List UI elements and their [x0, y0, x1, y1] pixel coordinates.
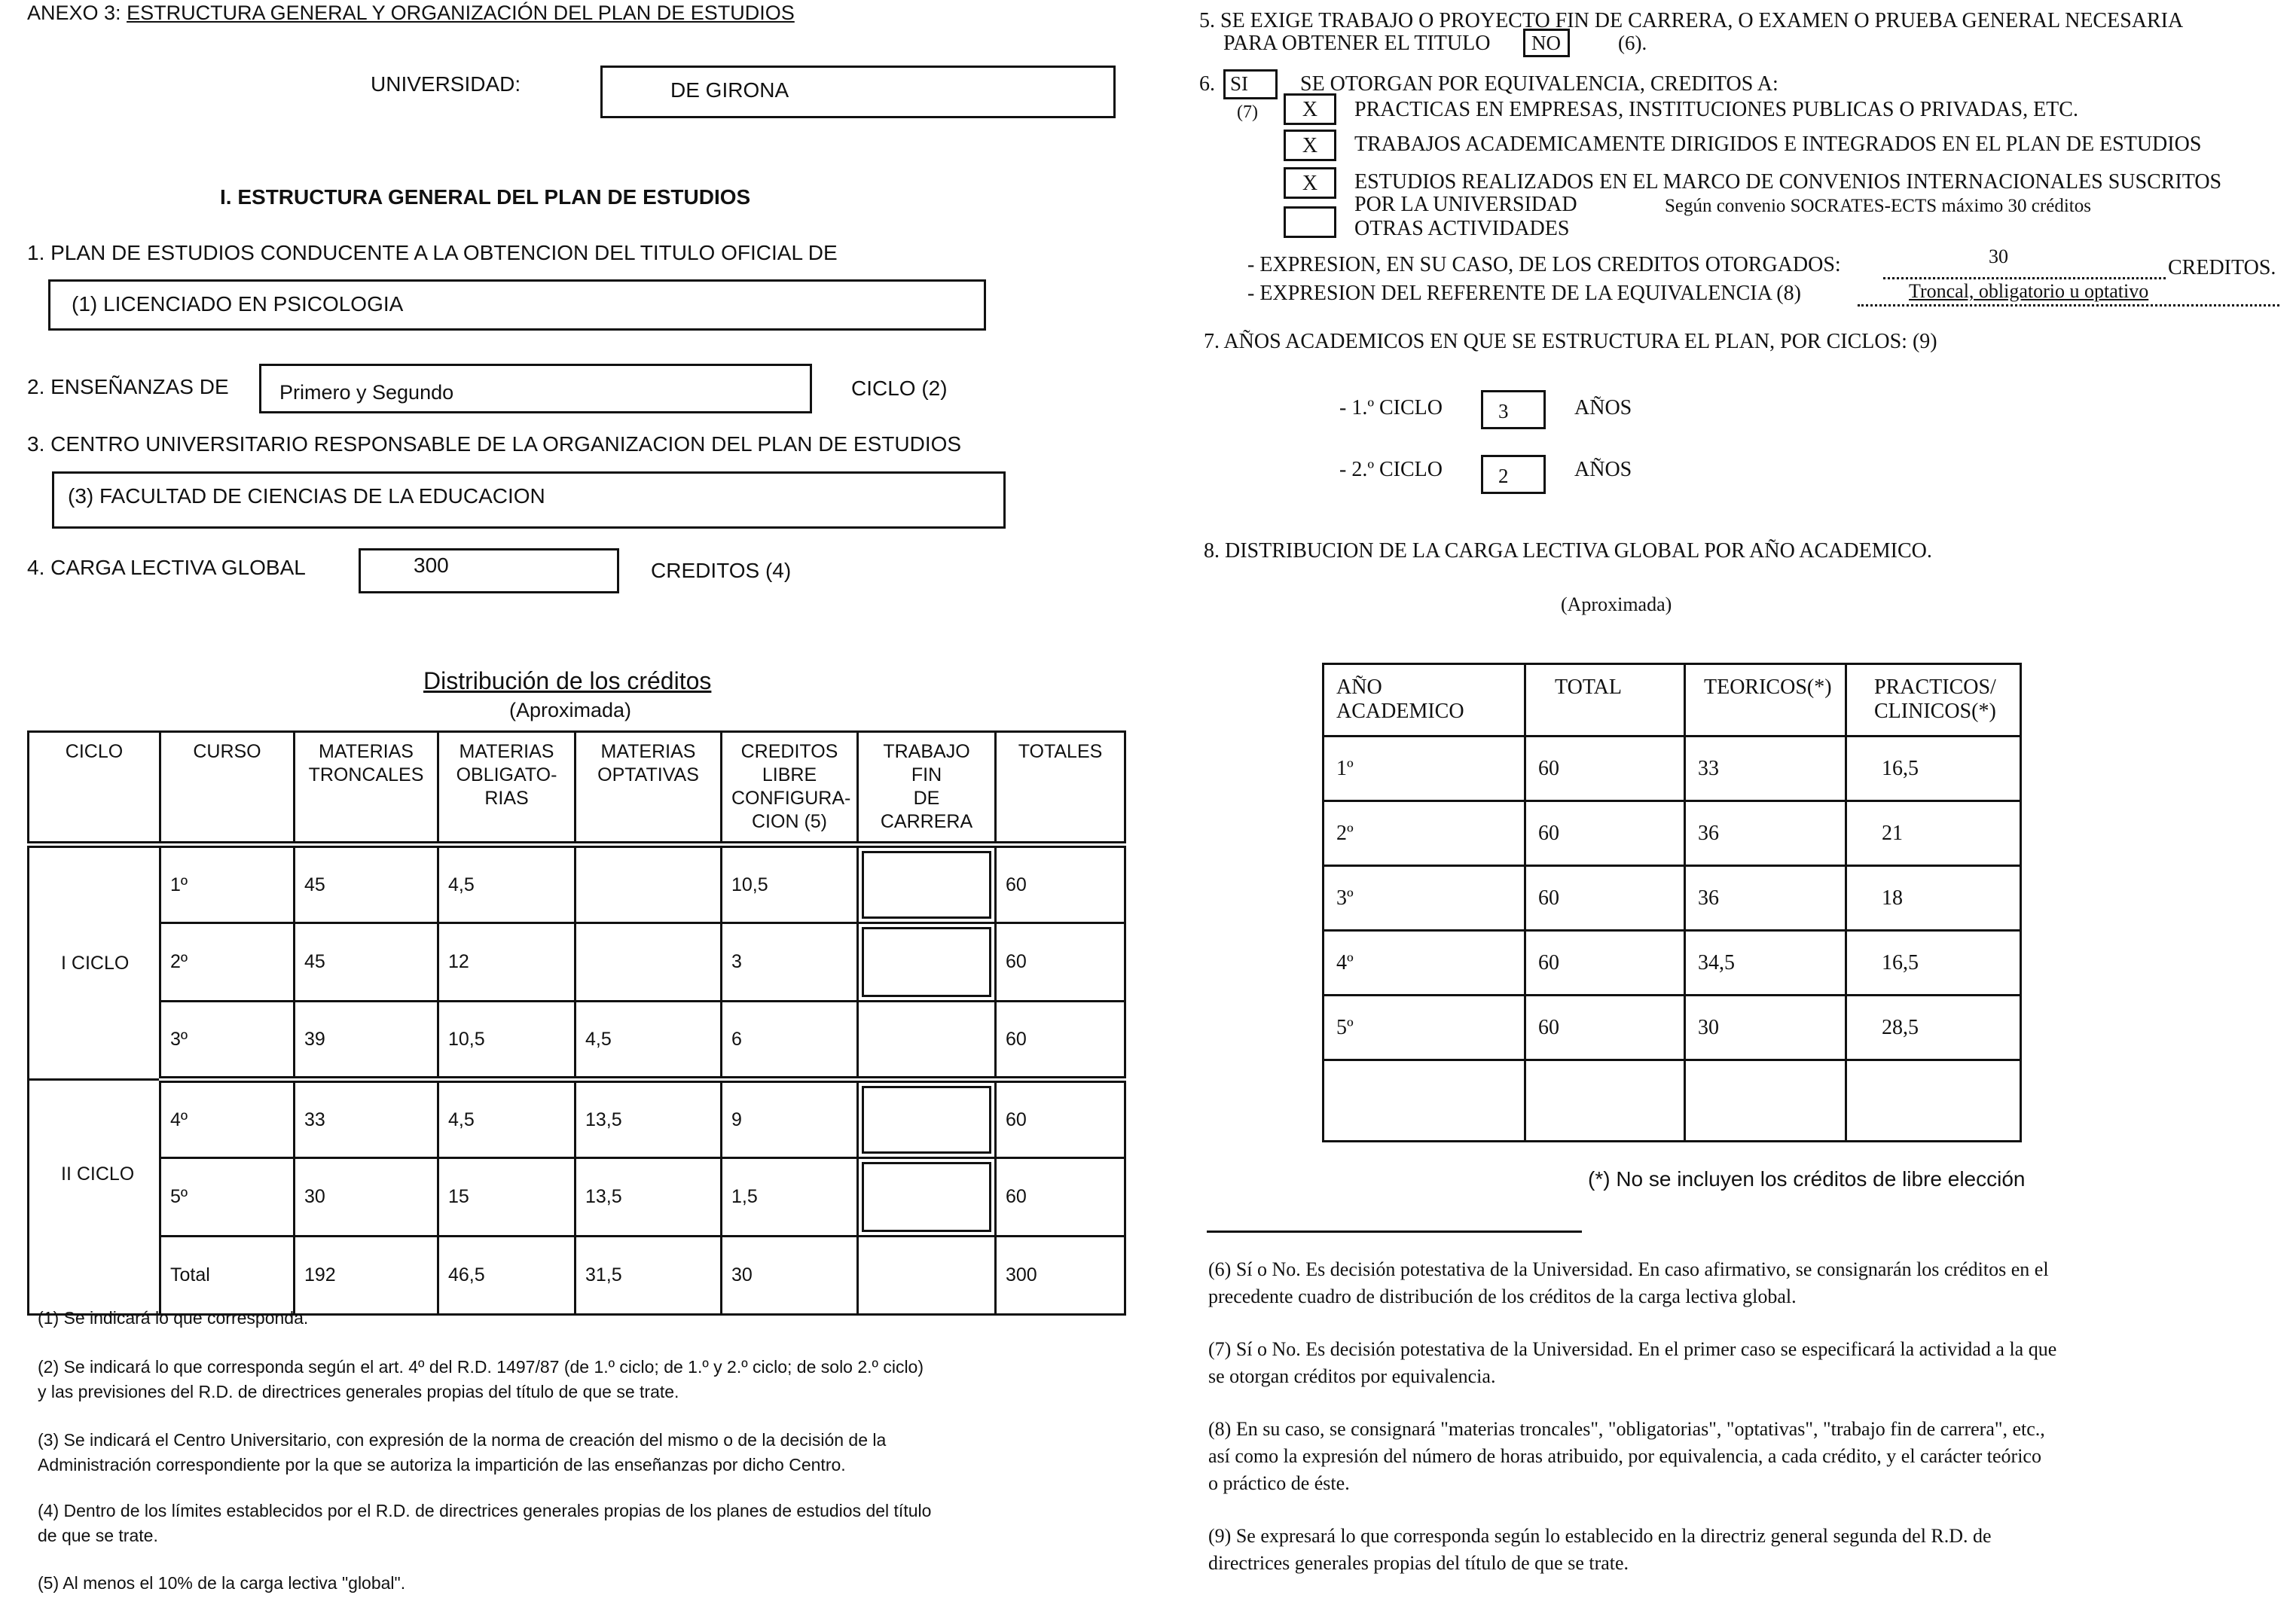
checkbox-practicas[interactable]: X	[1284, 93, 1336, 125]
item7-label: 7. AÑOS ACADEMICOS EN QUE SE ESTRUCTURA EL PLAN, POR CICLOS: (9)	[1204, 330, 1937, 353]
cell-practicos	[1846, 1060, 2021, 1142]
cell-practicos: 18	[1846, 866, 2021, 931]
cell-teoricos: 36	[1685, 801, 1846, 866]
trabajo-inner-box	[862, 851, 991, 919]
section-title: I. ESTRUCTURA GENERAL DEL PLAN DE ESTUDIOS	[220, 185, 751, 209]
expr-referente-label: - EXPRESION DEL REFERENTE DE LA EQUIVALENCIA (8)	[1247, 282, 1801, 305]
anexo-label: ANEXO 3:	[27, 2, 121, 24]
table-row	[1324, 996, 2021, 1060]
cycle-label: I CICLO	[29, 845, 160, 1080]
col-header: CICLO	[29, 732, 160, 845]
cell-troncales: 33	[295, 1080, 438, 1158]
col-header: TOTALES	[996, 732, 1125, 845]
ciclo1-label: - 1.º CICLO	[1339, 396, 1443, 419]
item3-label: 3. CENTRO UNIVERSITARIO RESPONSABLE DE LA ORGANIZACION DEL PLAN DE ESTUDIOS	[27, 432, 962, 456]
table-row-total	[29, 1237, 1125, 1315]
col-header: PRACTICOS/ CLINICOS(*)	[1846, 664, 2021, 736]
cell-optativas: 4,5	[576, 1002, 722, 1080]
cell-curso: 5º	[160, 1158, 295, 1237]
col-header: CURSO	[160, 732, 295, 845]
cell-practicos: 21	[1846, 801, 2021, 866]
item8-subtitle: (Aproximada)	[1561, 593, 1672, 615]
cell-totales: 60	[996, 1158, 1125, 1237]
cell-trabajo	[858, 923, 996, 1002]
cell-optativas: 13,5	[576, 1158, 722, 1237]
item5-line1: 5. SE EXIGE TRABAJO O PROYECTO FIN DE CARRERA, O EXAMEN O PRUEBA GENERAL NECESARIA	[1199, 9, 2184, 32]
footnote-left: (3) Se indicará el Centro Universitario, con expresión de la norma de creación del mismo o de la decisión de la Administración correspondiente por la que se autoriza la impartición de las enseñanzas por dicho Centro.	[38, 1430, 887, 1474]
dist-subtitle: (Aproximada)	[509, 699, 632, 721]
cell-totales: 60	[996, 845, 1125, 923]
cell-obligatorias: 15	[438, 1158, 576, 1237]
cell-libre: 6	[722, 1002, 858, 1080]
option-estudios-line2: POR LA UNIVERSIDAD	[1354, 193, 1577, 216]
cell-curso: 1º	[160, 845, 295, 923]
trabajo-inner-box	[862, 1162, 991, 1232]
cell-ano: 3º	[1324, 866, 1525, 931]
cell-libre: 9	[722, 1080, 858, 1158]
footnote-divider	[1207, 1231, 1582, 1233]
table-row	[29, 1158, 1125, 1237]
footnote-right: (7) Sí o No. Es decisión potestativa de la Universidad. En el primer caso se especificará la actividad a la que se otorgan créditos por equivalencia.	[1208, 1338, 2057, 1387]
cell-curso: 3º	[160, 1002, 295, 1080]
cell-optativas: 13,5	[576, 1080, 722, 1158]
universidad-box	[600, 66, 1116, 118]
item1-box	[48, 279, 986, 331]
checkbox-estudios[interactable]: X	[1284, 167, 1336, 199]
checkbox-otras[interactable]	[1284, 206, 1336, 238]
cell-libre: 10,5	[722, 845, 858, 923]
anexo-header	[27, 2, 795, 25]
table-row	[1324, 736, 2021, 801]
item8-label: 8. DISTRIBUCION DE LA CARGA LECTIVA GLOBAL POR AÑO ACADEMICO.	[1204, 539, 1932, 563]
table-row	[1324, 801, 2021, 866]
cell-practicos: 16,5	[1846, 931, 2021, 996]
item5-note: (6).	[1618, 32, 1647, 54]
cell-totales: 60	[996, 1080, 1125, 1158]
cell-troncales: 45	[295, 845, 438, 923]
cell-ano: 2º	[1324, 801, 1525, 866]
cell-totales: 60	[996, 923, 1125, 1002]
item2-value: Primero y Segundo	[279, 381, 454, 404]
table-row	[1324, 1060, 2021, 1142]
col-header: TRABAJO FIN DE CARRERA	[858, 732, 996, 845]
table-row	[29, 845, 1125, 923]
cell-ano	[1324, 1060, 1525, 1142]
item6-box	[1223, 69, 1278, 99]
ciclo1-unit: AÑOS	[1574, 396, 1632, 419]
cell-optativas: 31,5	[576, 1237, 722, 1315]
cell-curso: 2º	[160, 923, 295, 1002]
cell-troncales: 39	[295, 1002, 438, 1080]
footnote-left: (1) Se indicará lo que corresponda.	[38, 1308, 309, 1328]
cell-teoricos: 34,5	[1685, 931, 1846, 996]
table-row	[29, 1080, 1125, 1158]
item4-value: 300	[414, 554, 449, 577]
item6-label: SE OTORGAN POR EQUIVALENCIA, CREDITOS A:	[1300, 72, 1778, 96]
cell-trabajo	[858, 1237, 996, 1315]
cell-teoricos: 36	[1685, 866, 1846, 931]
cell-total: 60	[1525, 801, 1685, 866]
cell-obligatorias: 4,5	[438, 845, 576, 923]
ciclo2-box	[1481, 455, 1546, 494]
cell-troncales: 30	[295, 1158, 438, 1237]
item6-number: 6.	[1199, 72, 1215, 96]
expr-creditos-suffix: CREDITOS.	[2168, 256, 2276, 279]
cell-troncales: 192	[295, 1237, 438, 1315]
cell-total: 60	[1525, 736, 1685, 801]
ciclo1-value: 3	[1498, 400, 1509, 422]
annual-header-row	[1324, 664, 2021, 736]
universidad-value: DE GIRONA	[670, 78, 789, 102]
col-header: MATERIAS OPTATIVAS	[576, 732, 722, 845]
expr-referente-value: Troncal, obligatorio u optativo	[1909, 280, 2149, 302]
cell-ano: 1º	[1324, 736, 1525, 801]
cell-optativas	[576, 923, 722, 1002]
cell-libre: 30	[722, 1237, 858, 1315]
item4-box	[359, 548, 619, 593]
col-header: TOTAL	[1525, 664, 1685, 736]
footnote-left: (2) Se indicará lo que corresponda según el art. 4º del R.D. 1497/87 (de 1.º ciclo; de 1.º y 2.º ciclo; de solo 2.º ciclo) y las previsiones del R.D. de directrices generales propias del título de que se trate.	[38, 1357, 924, 1401]
item6-value: SI	[1230, 72, 1249, 95]
cell-ano: 4º	[1324, 931, 1525, 996]
item4-suffix: CREDITOS (4)	[651, 559, 792, 582]
cell-obligatorias: 4,5	[438, 1080, 576, 1158]
cell-troncales: 45	[295, 923, 438, 1002]
trabajo-inner-box	[862, 927, 991, 997]
footnote-left: (5) Al menos el 10% de la carga lectiva "global".	[38, 1573, 406, 1593]
item4-label: 4. CARGA LECTIVA GLOBAL	[27, 556, 306, 579]
cell-trabajo	[858, 1080, 996, 1158]
table-row	[1324, 866, 2021, 931]
cell-curso: 4º	[160, 1080, 295, 1158]
cell-total: 60	[1525, 996, 1685, 1060]
footnote-left: (4) Dentro de los límites establecidos por el R.D. de directrices generales propias de los planes de estudios del título de que se trate.	[38, 1501, 932, 1545]
annual-load-table	[1322, 663, 2022, 1142]
cell-total	[1525, 1060, 1685, 1142]
cell-libre: 1,5	[722, 1158, 858, 1237]
cell-obligatorias: 46,5	[438, 1237, 576, 1315]
expr-creditos-value: 30	[1989, 245, 2008, 267]
cell-optativas	[576, 845, 722, 923]
universidad-label: UNIVERSIDAD:	[371, 72, 521, 96]
credits-table	[27, 730, 1126, 1316]
item2-box	[259, 364, 812, 413]
col-header: AÑO ACADEMICO	[1324, 664, 1525, 736]
ciclo2-unit: AÑOS	[1574, 458, 1632, 481]
item5-value: NO	[1531, 32, 1561, 54]
cell-total: 60	[1525, 931, 1685, 996]
cell-trabajo	[858, 845, 996, 923]
table-row	[29, 1002, 1125, 1080]
item3-box	[52, 471, 1006, 529]
dist-title: Distribución de los créditos	[423, 667, 712, 694]
cell-trabajo	[858, 1158, 996, 1237]
cell-teoricos: 33	[1685, 736, 1846, 801]
item1-label: 1. PLAN DE ESTUDIOS CONDUCENTE A LA OBTENCION DEL TITULO OFICIAL DE	[27, 241, 838, 264]
table-row	[29, 923, 1125, 1002]
ciclo2-value: 2	[1498, 465, 1509, 487]
footnote-right: (6) Sí o No. Es decisión potestativa de la Universidad. En caso afirmativo, se consignarán los créditos en el precedente cuadro de distribución de los créditos de la carga lectiva global.	[1208, 1258, 2049, 1307]
cell-teoricos	[1685, 1060, 1846, 1142]
expr-referente-dots	[1858, 304, 2279, 306]
col-header: CREDITOS LIBRE CONFIGURA- CION (5)	[722, 732, 858, 845]
cell-obligatorias: 12	[438, 923, 576, 1002]
cycle-label: II CICLO	[29, 1080, 160, 1315]
cell-practicos: 28,5	[1846, 996, 2021, 1060]
cell-ano: 5º	[1324, 996, 1525, 1060]
expr-creditos-label: - EXPRESION, EN SU CASO, DE LOS CREDITOS OTORGADOS:	[1247, 253, 1841, 276]
item2-label: 2. ENSEÑANZAS DE	[27, 375, 229, 398]
ciclo2-label: - 2.º CICLO	[1339, 458, 1443, 481]
cell-teoricos: 30	[1685, 996, 1846, 1060]
option-estudios: ESTUDIOS REALIZADOS EN EL MARCO DE CONVENIOS INTERNACIONALES SUSCRITOS	[1354, 170, 2222, 194]
item1-value: (1) LICENCIADO EN PSICOLOGIA	[72, 292, 404, 316]
col-header: MATERIAS TRONCALES	[295, 732, 438, 845]
trabajo-inner-box	[862, 1086, 991, 1154]
col-header: TEORICOS(*)	[1685, 664, 1846, 736]
footnote-right: (9) Se expresará lo que corresponda según lo establecido en la directriz general segunda del R.D. de directrices generales propias del título de que se trate.	[1208, 1525, 1992, 1574]
checkbox-trabajos[interactable]: X	[1284, 130, 1336, 161]
expr-creditos-dots	[1883, 277, 2166, 279]
item3-value: (3) FACULTAD DE CIENCIAS DE LA EDUCACION	[68, 484, 545, 508]
col-header: MATERIAS OBLIGATO- RIAS	[438, 732, 576, 845]
item8-note: (*) No se incluyen los créditos de libre elección	[1588, 1167, 2026, 1191]
ciclo1-box	[1481, 390, 1546, 429]
table-row	[1324, 931, 2021, 996]
cell-practicos: 16,5	[1846, 736, 2021, 801]
cell-obligatorias: 10,5	[438, 1002, 576, 1080]
item6-ref: (7)	[1237, 102, 1258, 122]
credits-header-row	[29, 732, 1125, 845]
cell-totales: 300	[996, 1237, 1125, 1315]
footnote-right: (8) En su caso, se consignará "materias troncales", "obligatorias", "optativas", "trabajo fin de carrera", etc., así como la expresión del número de horas atribuido, por equivalencia, a cada crédito, y el carácter teórico o práctico de éste.	[1208, 1418, 2045, 1494]
cell-libre: 3	[722, 923, 858, 1002]
cell-trabajo	[858, 1002, 996, 1080]
option-otras: OTRAS ACTIVIDADES	[1354, 217, 1570, 240]
cell-total: 60	[1525, 866, 1685, 931]
option-practicas: PRACTICAS EN EMPRESAS, INSTITUCIONES PUBLICAS O PRIVADAS, ETC.	[1354, 98, 2078, 121]
option-trabajos: TRABAJOS ACADEMICAMENTE DIRIGIDOS E INTEGRADOS EN EL PLAN DE ESTUDIOS	[1354, 133, 2202, 156]
cell-curso: Total	[160, 1237, 295, 1315]
anexo-title: ESTRUCTURA GENERAL Y ORGANIZACIÓN DEL PLAN DE ESTUDIOS	[127, 2, 795, 24]
item2-suffix: CICLO (2)	[851, 377, 948, 400]
cell-totales: 60	[996, 1002, 1125, 1080]
option-estudios-extra: Según convenio SOCRATES-ECTS máximo 30 créditos	[1665, 196, 2091, 216]
item5-line2: PARA OBTENER EL TITULO	[1223, 32, 1491, 55]
item5-box	[1523, 29, 1570, 57]
